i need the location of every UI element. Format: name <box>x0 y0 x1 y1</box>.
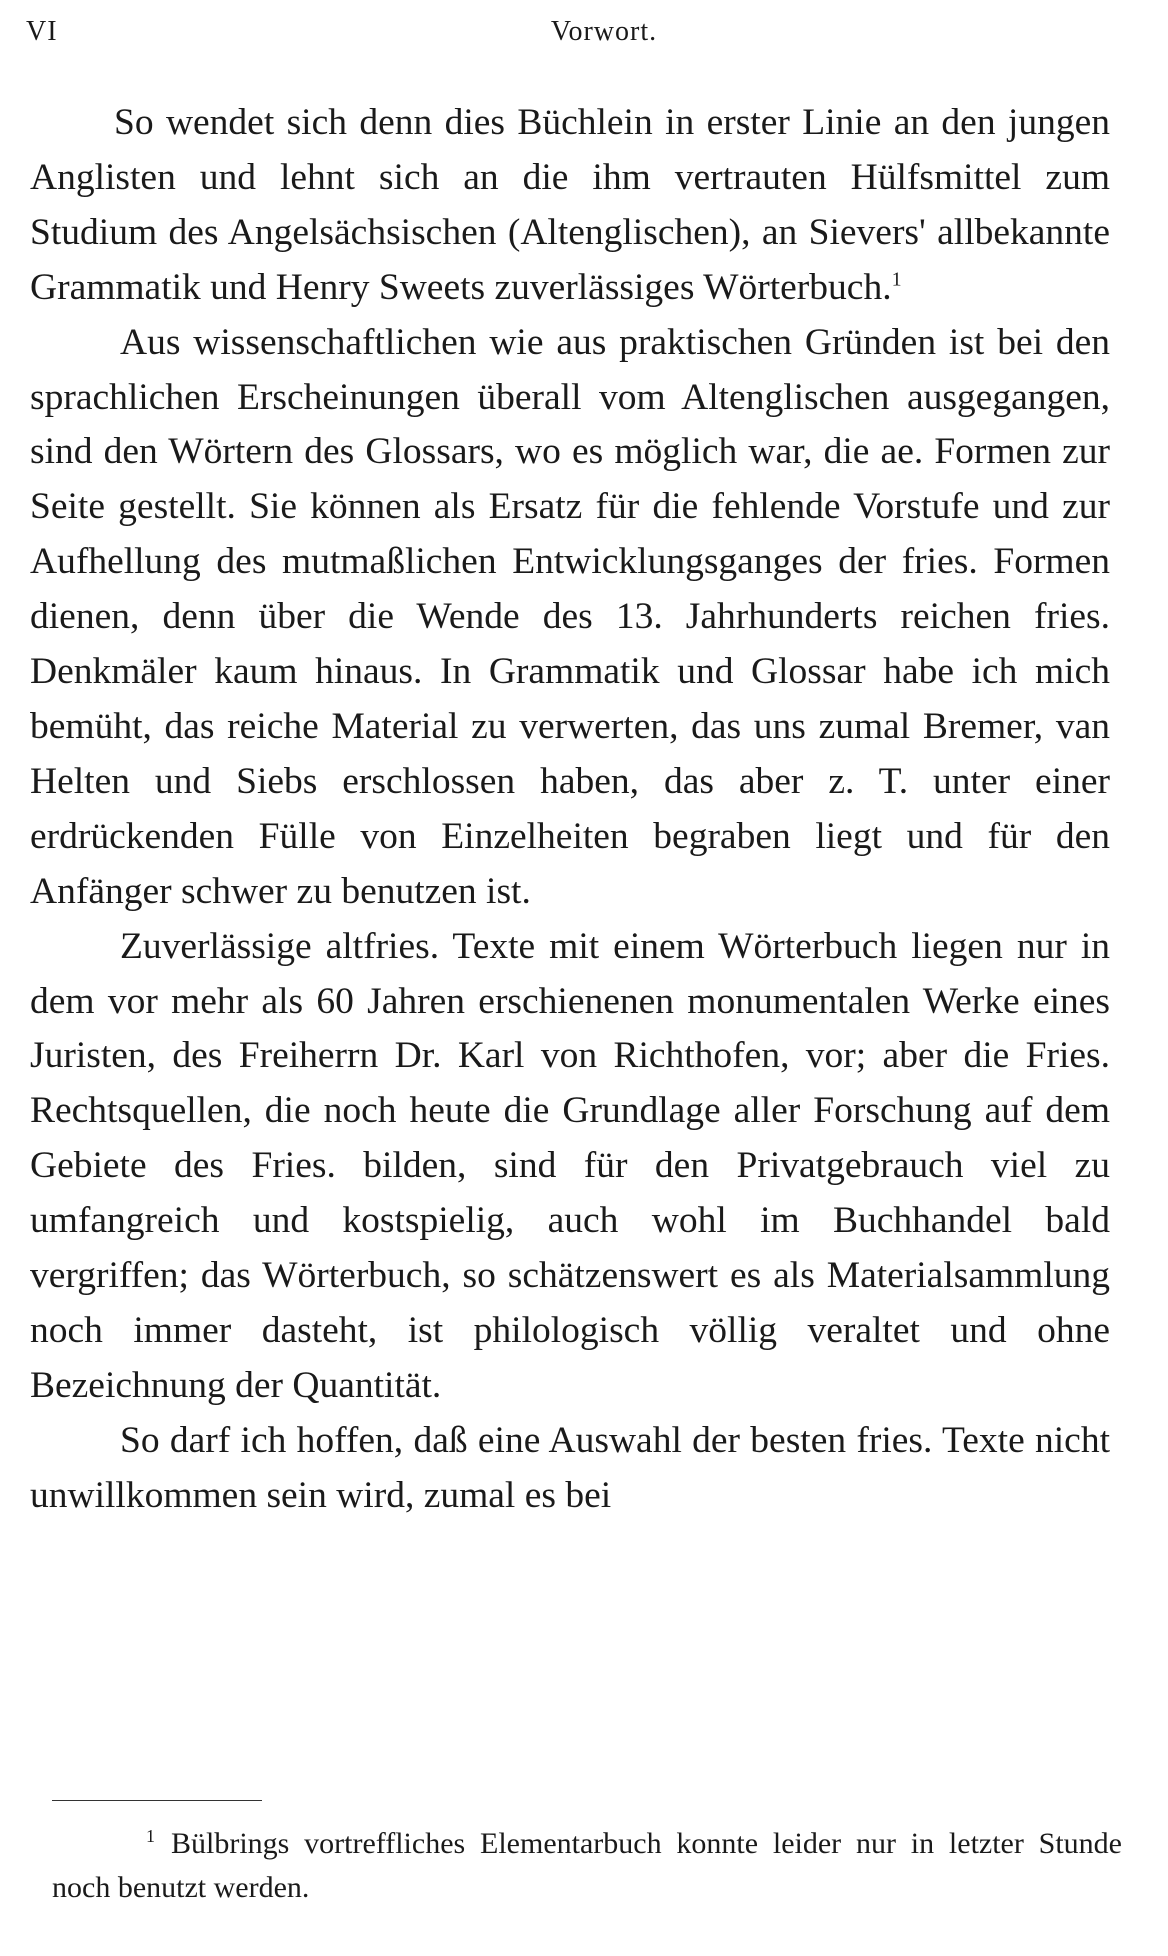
paragraph <box>30 920 1110 1414</box>
paragraph-text: So darf ich hoffen, daß eine Auswahl der besten fries. Texte nicht unwillkommen sein wird, zumal es bei <box>30 1419 1110 1516</box>
footnote-reference: 1 <box>891 268 902 291</box>
paragraph-text: Aus wissenschaftlichen wie aus praktischen Gründen ist bei den sprachlichen Erscheinungen überall vom Altenglischen ausgegangen, sind den Wörtern des Glossars, wo es möglich war, die ae. Formen zur Seite gestellt. Sie können als Ersatz für die fehlende Vorstufe und zur Aufhellung des mutmaßlichen Entwicklungsganges der fries. Formen dienen, denn über die Wende des 13. Jahrhunderts reichen fries. Denkmäler kaum hinaus. In Grammatik und Glossar habe ich mich bemüht, das reiche Material zu verwerten, das uns zumal Bremer, van Helten und Siebs erschlossen haben, das aber z. T. unter einer erdrückenden Fülle von Einzelheiten begraben liegt und für den Anfänger schwer zu benutzen ist. <box>30 321 1110 912</box>
paragraph-text: Zuverlässige altfries. Texte mit einem Wörterbuch liegen nur in dem vor mehr als 60 Jahren erschienenen monumentalen Werke eines Juristen, des Freiherrn Dr. Karl von Richthofen, vor; aber die Fries. Rechtsquellen, die noch heute die Grundlage aller Forschung auf dem Gebiete des Fries. bilden, sind für den Privatgebrauch viel zu umfangreich und kostspielig, auch wohl im Buchhandel bald vergriffen; das Wörterbuch, so schätzenswert es als Materialsammlung noch immer dasteht, ist philologisch völlig veraltet und ohne Bezeichnung der Quantität. <box>30 925 1110 1406</box>
paragraph-text: So wendet sich denn dies Büchlein in erster Linie an den jungen Anglisten und lehnt sich an die ihm vertrauten Hülfsmittel zum Studium des Angelsächsischen (Altenglischen), an Sievers' allbekannte Grammatik und Henry Sweets zuverlässiges Wörterbuch. <box>30 102 1110 308</box>
footnote <box>52 1822 1122 1910</box>
page-header <box>26 16 1142 52</box>
paragraph <box>30 316 1110 920</box>
body-text <box>30 96 1110 1524</box>
paragraph <box>30 1414 1110 1524</box>
footnote-divider <box>52 1800 262 1801</box>
paragraph <box>30 96 1110 316</box>
footnotes <box>52 1822 1122 1910</box>
footnote-mark: 1 <box>146 1826 155 1846</box>
running-head: Vorwort. <box>550 16 658 47</box>
footnote-text: Bülbrings vortreffliches Elementarbuch konnte leider nur in letzter Stunde noch benutzt werden. <box>52 1827 1122 1904</box>
page-number: VI <box>26 16 58 47</box>
